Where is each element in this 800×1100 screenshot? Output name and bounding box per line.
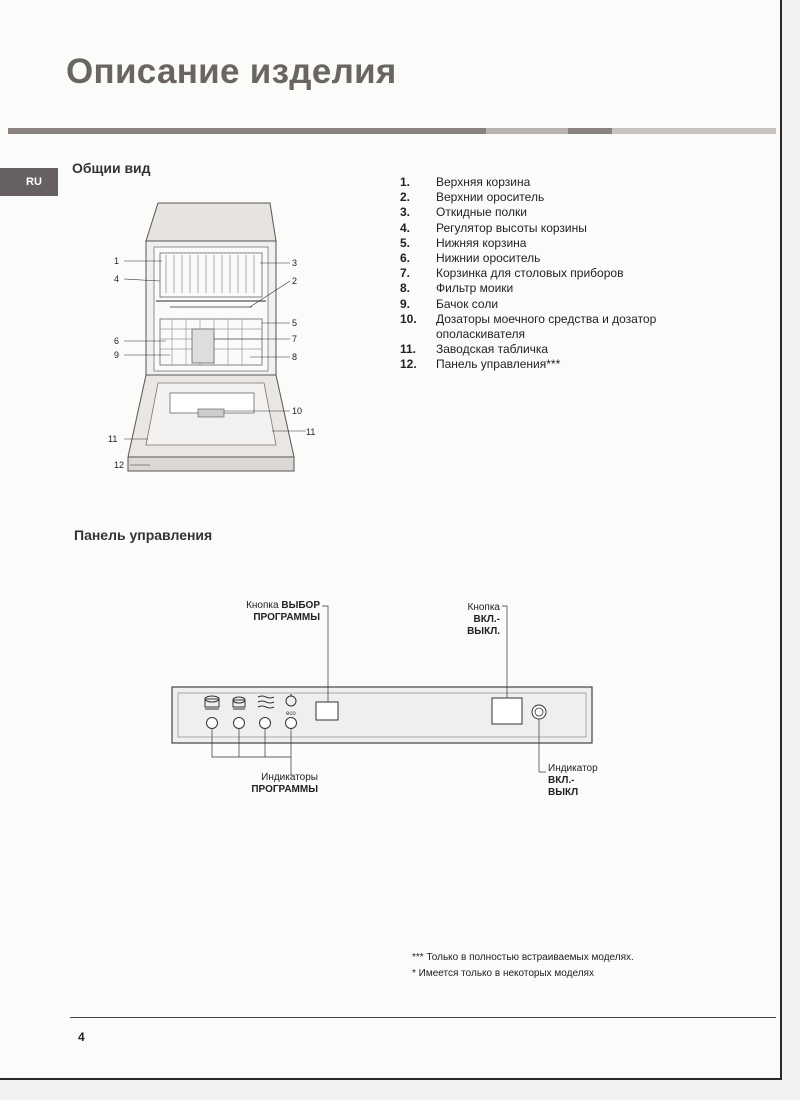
control-panel-heading: Панель управления bbox=[74, 527, 213, 543]
page-title: Описание изделия bbox=[66, 52, 397, 91]
footnote: * Имеется только в некоторых моделях bbox=[412, 968, 594, 979]
indicator-light bbox=[234, 718, 245, 729]
list-item: 2. Верхнии ороситель bbox=[400, 190, 545, 205]
list-item: 4. Регулятор высоты корзины bbox=[400, 220, 587, 235]
indicator-light bbox=[286, 718, 297, 729]
callout-label: 9 bbox=[114, 350, 120, 360]
eco-label: eco bbox=[286, 711, 296, 717]
callout-label: 1 bbox=[114, 256, 120, 266]
list-item: 8. Фильтр моики bbox=[400, 281, 514, 296]
list-item: 7. Корзинка для столовых приборов bbox=[400, 266, 624, 281]
callout-label: 4 bbox=[114, 274, 120, 284]
onoff-button-label: Кнопка ВКЛ.- ВЫКЛ. bbox=[467, 602, 500, 637]
list-item: 10. Дозаторы моечного средства и дозатор ополаскивателя bbox=[400, 311, 657, 342]
footnote: *** Только в полностью встраиваемых моделях. bbox=[412, 952, 634, 963]
program-button-label: Кнопка ВЫБОР ПРОГРАММЫ bbox=[246, 600, 320, 623]
list-item: 6. Нижнии ороситель bbox=[400, 251, 541, 266]
list-item: 1. Верхняя корзина bbox=[400, 175, 531, 189]
callout-label: 6 bbox=[114, 336, 120, 346]
program-select-button bbox=[316, 702, 338, 720]
callout-label: 5 bbox=[292, 318, 298, 328]
callout-label: 8 bbox=[292, 352, 298, 362]
onoff-indicator-label: Индикатор ВКЛ.- ВЫКЛ bbox=[548, 763, 598, 798]
overview-heading: Общии вид bbox=[72, 160, 151, 176]
callout-label: 3 bbox=[292, 258, 298, 268]
program-indicators-label: Индикаторы ПРОГРАММЫ bbox=[251, 772, 318, 795]
callout-label: 7 bbox=[292, 334, 298, 344]
list-item: 5. Нижняя корзина bbox=[400, 235, 527, 250]
list-item: 9. Бачок соли bbox=[400, 296, 499, 311]
callout-label: 11 bbox=[306, 427, 316, 437]
page-number: 4 bbox=[78, 1030, 85, 1044]
onoff-button bbox=[492, 698, 522, 724]
list-item: 3. Откидные полки bbox=[400, 205, 527, 220]
indicator-light bbox=[207, 718, 218, 729]
indicator-light bbox=[260, 718, 271, 729]
callout-label: 11 bbox=[108, 434, 118, 444]
callout-label: 10 bbox=[292, 406, 303, 416]
footer-rule bbox=[70, 1017, 776, 1018]
list-item: 11. Заводская табличка bbox=[400, 342, 549, 357]
callout-label: 2 bbox=[292, 276, 298, 286]
callout-label: 12 bbox=[114, 460, 125, 470]
language-tab: RU bbox=[0, 168, 58, 196]
list-item: 12. Панель управления*** bbox=[400, 357, 561, 372]
